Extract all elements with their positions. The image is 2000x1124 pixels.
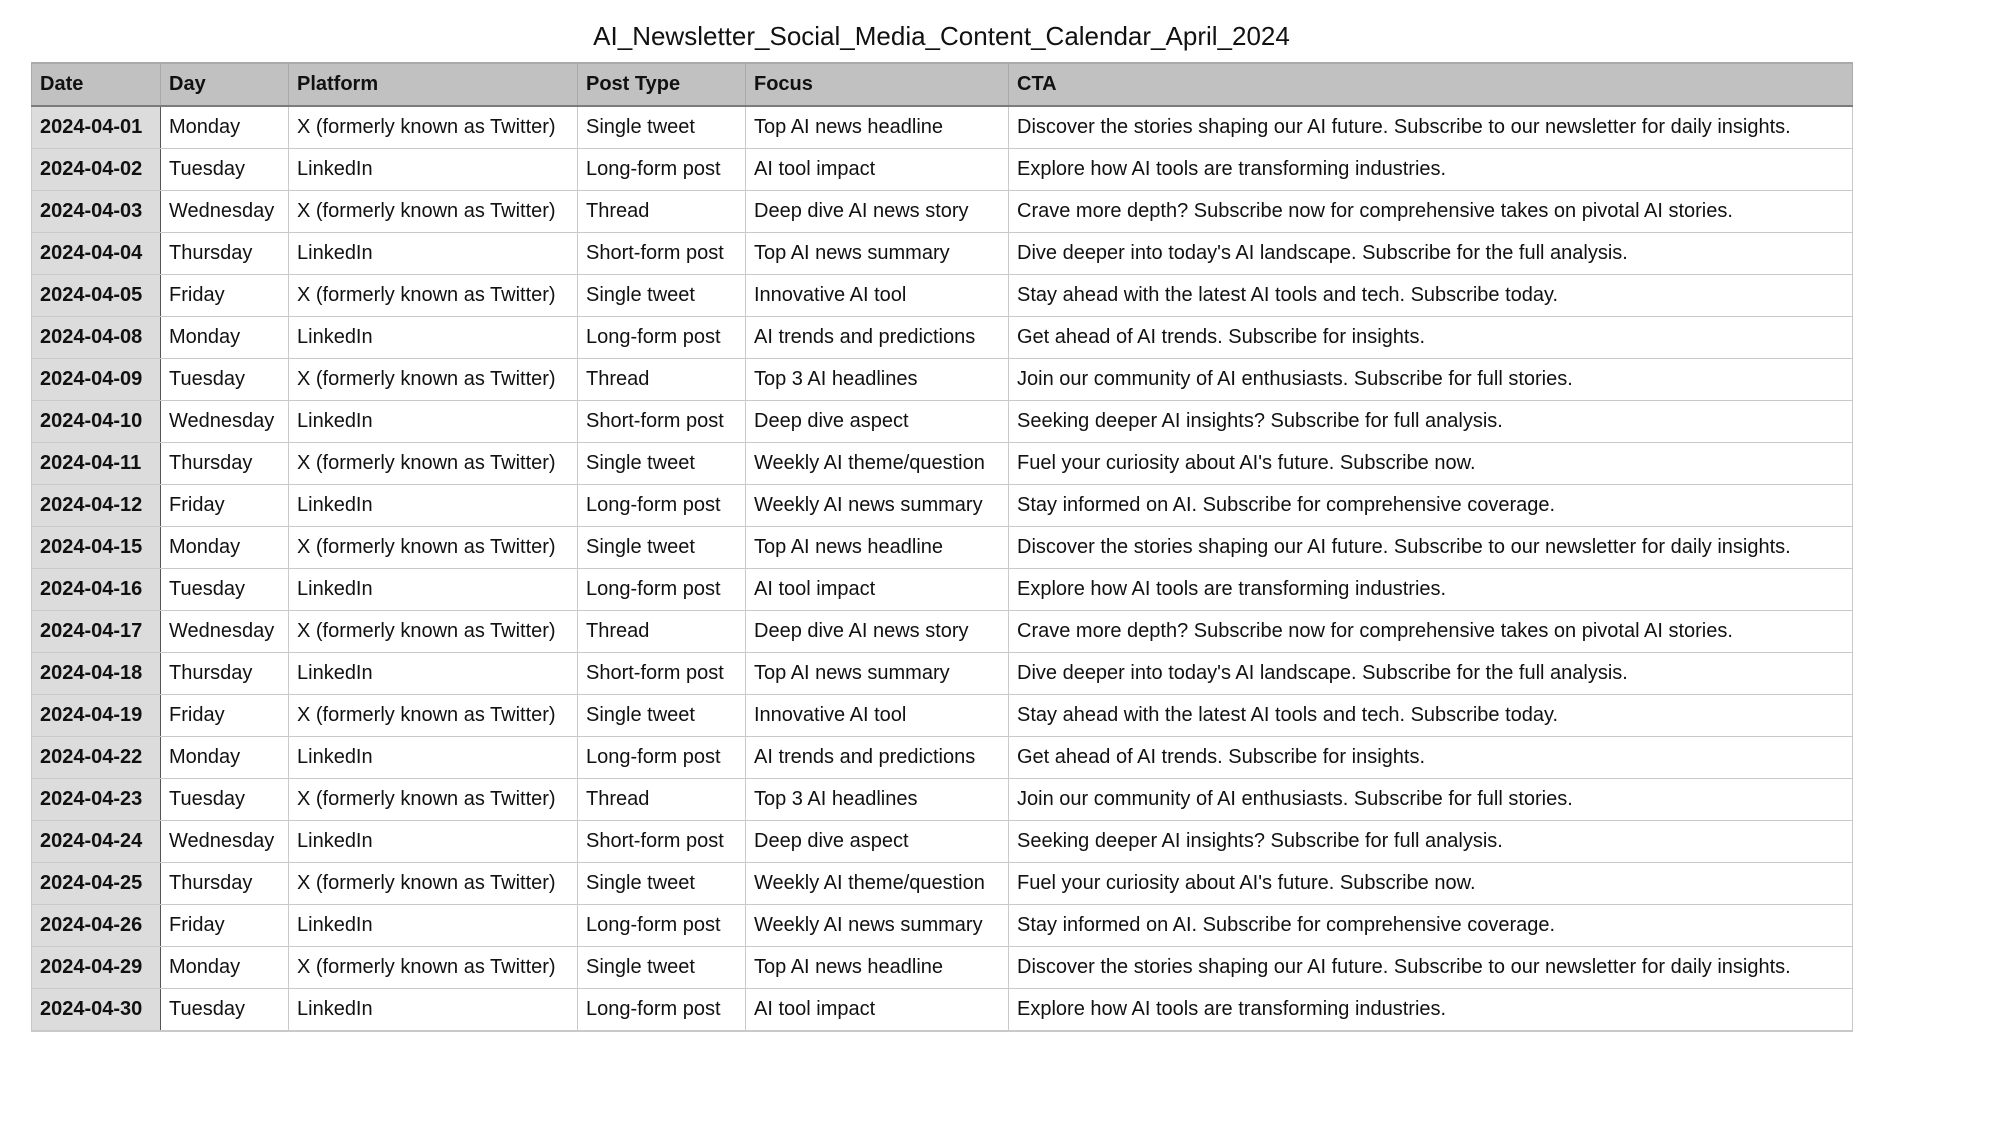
date-cell[interactable]: 2024-04-02 [32,149,161,191]
document-title: AI_Newsletter_Social_Media_Content_Calendar_April_2024 [593,21,1290,51]
column-header-post-type[interactable]: Post Type [578,63,746,106]
date-cell[interactable]: 2024-04-03 [32,191,161,233]
table-row [32,611,1853,653]
date-cell[interactable]: 2024-04-29 [32,947,161,989]
date-cell[interactable]: 2024-04-19 [32,695,161,737]
post-type-cell[interactable]: Single tweet [578,527,746,569]
table-row [32,317,1853,359]
post-type-cell[interactable]: Long-form post [578,905,746,947]
platform-cell[interactable]: LinkedIn [289,485,578,527]
date-cell[interactable]: 2024-04-30 [32,989,161,1032]
post-type-cell[interactable]: Long-form post [578,485,746,527]
table-row [32,737,1853,779]
date-cell[interactable]: 2024-04-25 [32,863,161,905]
post-type-cell[interactable]: Single tweet [578,275,746,317]
cta-cell[interactable]: Explore how AI tools are transforming industries. [1009,569,1853,611]
table-row [32,695,1853,737]
focus-cell[interactable]: Weekly AI news summary [746,905,1009,947]
table-row [32,191,1853,233]
date-cell[interactable]: 2024-04-22 [32,737,161,779]
focus-cell[interactable]: AI tool impact [746,569,1009,611]
platform-cell[interactable]: X (formerly known as Twitter) [289,527,578,569]
day-cell[interactable]: Monday [161,737,289,779]
date-cell[interactable]: 2024-04-01 [32,106,161,149]
focus-cell[interactable]: Top AI news headline [746,947,1009,989]
focus-cell[interactable]: Deep dive AI news story [746,611,1009,653]
cta-cell[interactable]: Explore how AI tools are transforming industries. [1009,149,1853,191]
focus-cell[interactable]: Weekly AI theme/question [746,863,1009,905]
post-type-cell[interactable]: Thread [578,611,746,653]
day-cell[interactable]: Tuesday [161,569,289,611]
table-row [32,947,1853,989]
post-type-cell[interactable]: Thread [578,191,746,233]
table-row [32,779,1853,821]
table-row [32,275,1853,317]
day-cell[interactable]: Monday [161,947,289,989]
post-type-cell[interactable]: Long-form post [578,737,746,779]
platform-cell[interactable]: LinkedIn [289,653,578,695]
post-type-cell[interactable]: Single tweet [578,947,746,989]
day-cell[interactable]: Thursday [161,863,289,905]
day-cell[interactable]: Wednesday [161,821,289,863]
post-type-cell[interactable]: Long-form post [578,569,746,611]
focus-cell[interactable]: AI trends and predictions [746,737,1009,779]
focus-cell[interactable]: Innovative AI tool [746,695,1009,737]
column-header-focus[interactable]: Focus [746,63,1009,106]
post-type-cell[interactable]: Short-form post [578,653,746,695]
date-cell[interactable]: 2024-04-05 [32,275,161,317]
table-row [32,233,1853,275]
table-row [32,401,1853,443]
day-cell[interactable]: Thursday [161,233,289,275]
table-row [32,106,1853,149]
post-type-cell[interactable]: Thread [578,779,746,821]
post-type-cell[interactable]: Single tweet [578,443,746,485]
cta-cell[interactable]: Discover the stories shaping our AI future. Subscribe to our newsletter for daily insights. [1009,527,1853,569]
cta-cell[interactable]: Discover the stories shaping our AI future. Subscribe to our newsletter for daily insights. [1009,106,1853,149]
column-header-platform[interactable]: Platform [289,63,578,106]
day-cell[interactable]: Monday [161,527,289,569]
post-type-cell[interactable]: Short-form post [578,401,746,443]
cta-cell[interactable]: Stay ahead with the latest AI tools and tech. Subscribe today. [1009,695,1853,737]
table-row [32,443,1853,485]
day-cell[interactable]: Friday [161,695,289,737]
platform-cell[interactable]: LinkedIn [289,401,578,443]
cta-cell[interactable]: Stay ahead with the latest AI tools and tech. Subscribe today. [1009,275,1853,317]
cta-cell[interactable]: Stay informed on AI. Subscribe for comprehensive coverage. [1009,485,1853,527]
cta-cell[interactable]: Fuel your curiosity about AI's future. Subscribe now. [1009,863,1853,905]
day-cell[interactable]: Wednesday [161,611,289,653]
platform-cell[interactable]: X (formerly known as Twitter) [289,106,578,149]
post-type-cell[interactable]: Short-form post [578,233,746,275]
post-type-cell[interactable]: Single tweet [578,695,746,737]
cta-cell[interactable]: Explore how AI tools are transforming industries. [1009,989,1853,1032]
platform-cell[interactable]: X (formerly known as Twitter) [289,695,578,737]
platform-cell[interactable]: X (formerly known as Twitter) [289,359,578,401]
focus-cell[interactable]: Top AI news headline [746,106,1009,149]
day-cell[interactable]: Wednesday [161,401,289,443]
day-cell[interactable]: Tuesday [161,149,289,191]
platform-cell[interactable]: LinkedIn [289,989,578,1032]
date-cell[interactable]: 2024-04-10 [32,401,161,443]
cta-cell[interactable]: Join our community of AI enthusiasts. Subscribe for full stories. [1009,779,1853,821]
date-cell[interactable]: 2024-04-18 [32,653,161,695]
cta-cell[interactable]: Join our community of AI enthusiasts. Subscribe for full stories. [1009,359,1853,401]
date-cell[interactable]: 2024-04-11 [32,443,161,485]
cta-cell[interactable]: Dive deeper into today's AI landscape. Subscribe for the full analysis. [1009,653,1853,695]
platform-cell[interactable]: X (formerly known as Twitter) [289,779,578,821]
post-type-cell[interactable]: Single tweet [578,106,746,149]
focus-cell[interactable]: AI tool impact [746,989,1009,1032]
content-calendar-table [31,62,1853,1032]
focus-cell[interactable]: Top AI news summary [746,653,1009,695]
platform-cell[interactable]: LinkedIn [289,905,578,947]
table-row [32,485,1853,527]
date-cell[interactable]: 2024-04-08 [32,317,161,359]
platform-cell[interactable]: X (formerly known as Twitter) [289,275,578,317]
focus-cell[interactable]: Deep dive AI news story [746,191,1009,233]
focus-cell[interactable]: Top 3 AI headlines [746,359,1009,401]
date-cell[interactable]: 2024-04-09 [32,359,161,401]
cta-cell[interactable]: Discover the stories shaping our AI future. Subscribe to our newsletter for daily insights. [1009,947,1853,989]
platform-cell[interactable]: X (formerly known as Twitter) [289,611,578,653]
platform-cell[interactable]: LinkedIn [289,149,578,191]
post-type-cell[interactable]: Long-form post [578,989,746,1032]
day-cell[interactable]: Monday [161,106,289,149]
table-row [32,149,1853,191]
day-cell[interactable]: Wednesday [161,191,289,233]
table-row [32,905,1853,947]
platform-cell[interactable]: LinkedIn [289,233,578,275]
header-row [32,63,1853,106]
post-type-cell[interactable]: Long-form post [578,149,746,191]
post-type-cell[interactable]: Short-form post [578,821,746,863]
date-cell[interactable]: 2024-04-23 [32,779,161,821]
date-cell[interactable]: 2024-04-26 [32,905,161,947]
column-header-cta[interactable]: CTA [1009,63,1853,106]
date-cell[interactable]: 2024-04-15 [32,527,161,569]
platform-cell[interactable]: LinkedIn [289,821,578,863]
column-header-date[interactable]: Date [32,63,161,106]
day-cell[interactable]: Friday [161,485,289,527]
focus-cell[interactable]: Top AI news summary [746,233,1009,275]
date-cell[interactable]: 2024-04-04 [32,233,161,275]
focus-cell[interactable]: Innovative AI tool [746,275,1009,317]
focus-cell[interactable]: Top 3 AI headlines [746,779,1009,821]
cta-cell[interactable]: Seeking deeper AI insights? Subscribe for full analysis. [1009,821,1853,863]
day-cell[interactable]: Tuesday [161,359,289,401]
day-cell[interactable]: Friday [161,905,289,947]
cta-cell[interactable]: Get ahead of AI trends. Subscribe for insights. [1009,317,1853,359]
platform-cell[interactable]: LinkedIn [289,737,578,779]
focus-cell[interactable]: Weekly AI news summary [746,485,1009,527]
table-row [32,359,1853,401]
date-cell[interactable]: 2024-04-17 [32,611,161,653]
table-row [32,989,1853,1032]
table-row [32,821,1853,863]
platform-cell[interactable]: X (formerly known as Twitter) [289,191,578,233]
table-row [32,569,1853,611]
table-body [32,106,1853,1031]
day-cell[interactable]: Tuesday [161,989,289,1032]
focus-cell[interactable]: Weekly AI theme/question [746,443,1009,485]
cta-cell[interactable]: Get ahead of AI trends. Subscribe for insights. [1009,737,1853,779]
day-cell[interactable]: Thursday [161,443,289,485]
post-type-cell[interactable]: Thread [578,359,746,401]
day-cell[interactable]: Thursday [161,653,289,695]
date-cell[interactable]: 2024-04-12 [32,485,161,527]
day-cell[interactable]: Monday [161,317,289,359]
focus-cell[interactable]: AI trends and predictions [746,317,1009,359]
column-header-day[interactable]: Day [161,63,289,106]
day-cell[interactable]: Tuesday [161,779,289,821]
date-cell[interactable]: 2024-04-16 [32,569,161,611]
focus-cell[interactable]: Deep dive aspect [746,821,1009,863]
platform-cell[interactable]: X (formerly known as Twitter) [289,443,578,485]
cta-cell[interactable]: Crave more depth? Subscribe now for comprehensive takes on pivotal AI stories. [1009,611,1853,653]
table-row [32,527,1853,569]
cta-cell[interactable]: Crave more depth? Subscribe now for comprehensive takes on pivotal AI stories. [1009,191,1853,233]
focus-cell[interactable]: AI tool impact [746,149,1009,191]
cta-cell[interactable]: Fuel your curiosity about AI's future. Subscribe now. [1009,443,1853,485]
platform-cell[interactable]: LinkedIn [289,569,578,611]
platform-cell[interactable]: X (formerly known as Twitter) [289,947,578,989]
cta-cell[interactable]: Seeking deeper AI insights? Subscribe for full analysis. [1009,401,1853,443]
post-type-cell[interactable]: Single tweet [578,863,746,905]
table-row [32,653,1853,695]
post-type-cell[interactable]: Long-form post [578,317,746,359]
date-cell[interactable]: 2024-04-24 [32,821,161,863]
cta-cell[interactable]: Dive deeper into today's AI landscape. Subscribe for the full analysis. [1009,233,1853,275]
table-row [32,863,1853,905]
day-cell[interactable]: Friday [161,275,289,317]
focus-cell[interactable]: Top AI news headline [746,527,1009,569]
cta-cell[interactable]: Stay informed on AI. Subscribe for comprehensive coverage. [1009,905,1853,947]
platform-cell[interactable]: X (formerly known as Twitter) [289,863,578,905]
focus-cell[interactable]: Deep dive aspect [746,401,1009,443]
platform-cell[interactable]: LinkedIn [289,317,578,359]
